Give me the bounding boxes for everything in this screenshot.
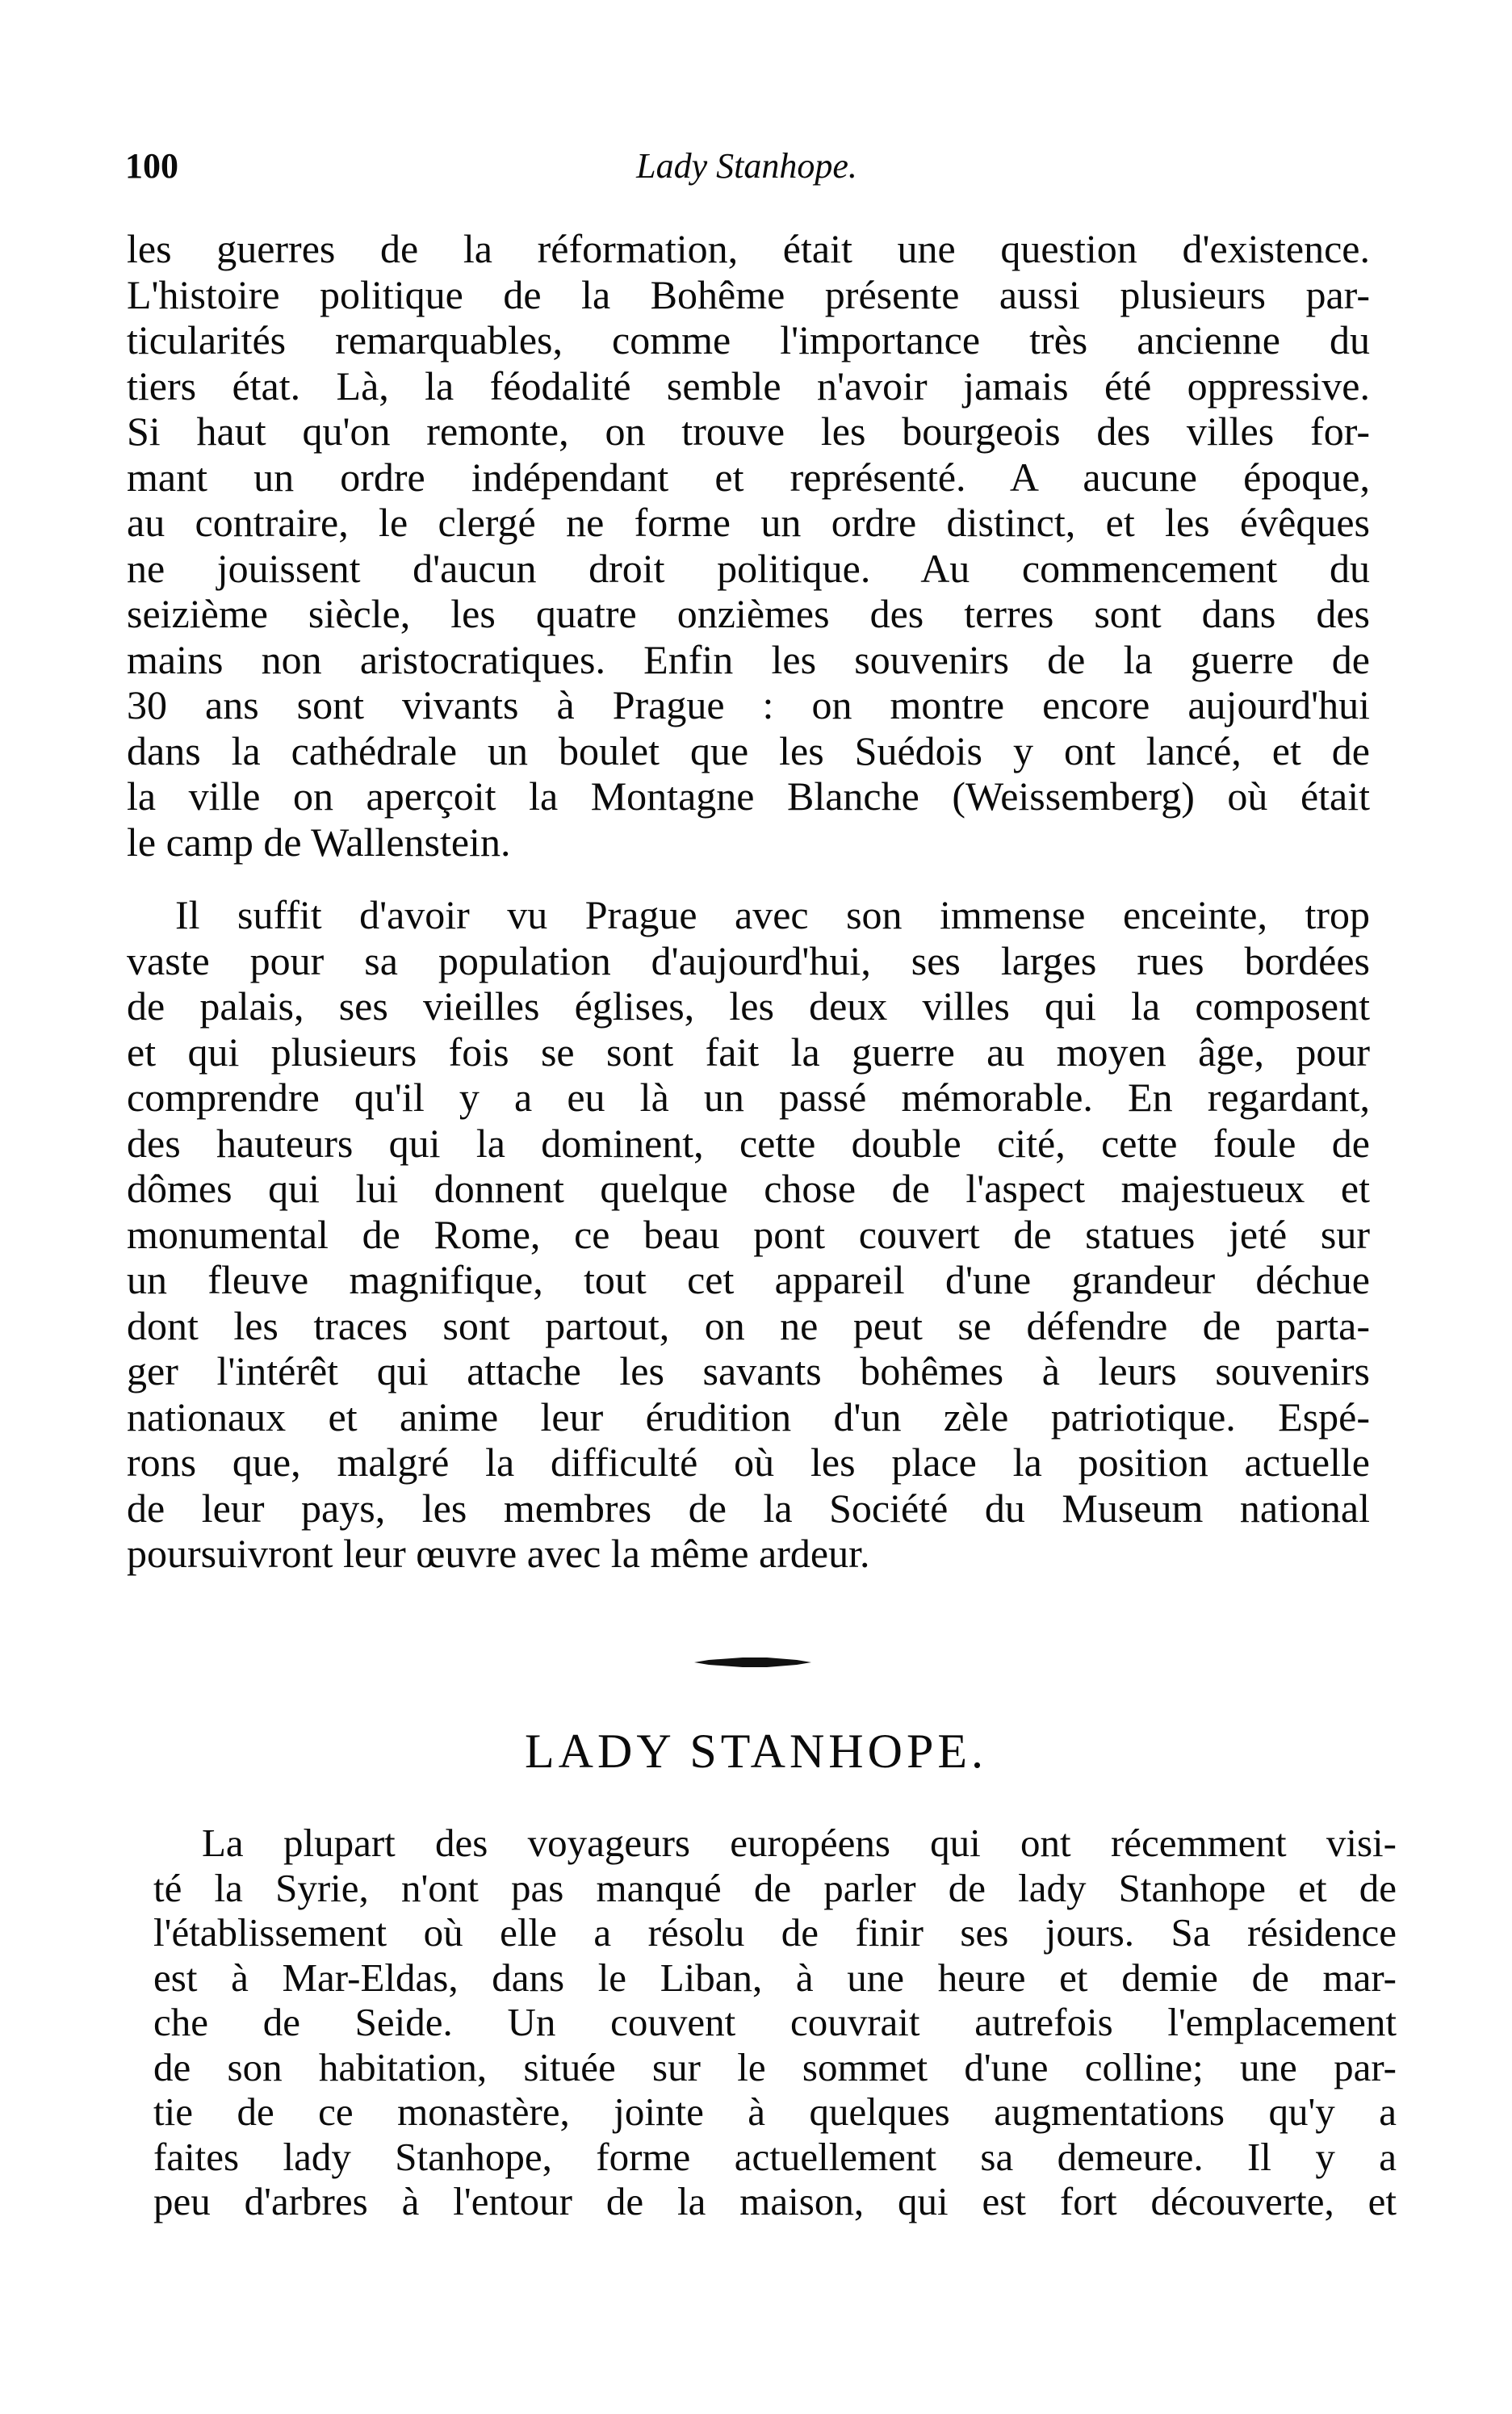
text-line: comprendre qu'il y a eu là un passé mémorable. En regardant, xyxy=(127,1075,1370,1120)
text-line: tiers état. Là, la féodalité semble n'avoir jamais été oppressive. xyxy=(127,363,1370,409)
text-line: et qui plusieurs fois se sont fait la guerre au moyen âge, pour xyxy=(127,1029,1370,1075)
text-line: rons que, malgré la difficulté où les place la position actuelle xyxy=(127,1440,1370,1485)
text-line: faites lady Stanhope, forme actuellement sa demeure. Il y a xyxy=(153,2134,1397,2179)
text-line: l'établissement où elle a résolu de finir ses jours. Sa résidence xyxy=(153,1910,1397,1955)
text-line: de leur pays, les membres de la Société du Museum national xyxy=(127,1485,1370,1531)
text-line: dômes qui lui donnent quelque chose de l'aspect majestueux et xyxy=(127,1166,1370,1211)
running-title: Lady Stanhope. xyxy=(636,146,857,186)
text-line: est à Mar-Eldas, dans le Liban, à une heure et demie de mar- xyxy=(153,1955,1397,2000)
text-line: ger l'intérêt qui attache les savants bohêmes à leurs souvenirs xyxy=(127,1348,1370,1393)
text-line: poursuivront leur œuvre avec la même ardeur. xyxy=(127,1531,870,1576)
text-line: mains non aristocratiques. Enfin les souvenirs de la guerre de xyxy=(127,636,1370,682)
text-line: La plupart des voyageurs européens qui ont récemment visi- xyxy=(202,1821,1397,1865)
text-line: peu d'arbres à l'entour de la maison, qui est fort découverte, et xyxy=(153,2179,1397,2223)
text-line: la ville on aperçoit la Montagne Blanche (Weissemberg) où était xyxy=(127,773,1370,819)
text-line: seizième siècle, les quatre onzièmes des terres sont dans des xyxy=(127,591,1370,636)
section-title: LADY STANHOPE. xyxy=(525,1725,987,1778)
text-line: de son habitation, située sur le sommet d'une colline; une par- xyxy=(153,2044,1397,2089)
text-line: té la Syrie, n'ont pas manqué de parler de lady Stanhope et de xyxy=(153,1865,1397,1910)
text-line: monumental de Rome, ce beau pont couvert de statues jeté sur xyxy=(127,1211,1370,1257)
text-line: L'histoire politique de la Bohême présente aussi plusieurs par- xyxy=(127,271,1370,317)
paragraph-3 xyxy=(153,1821,1397,2224)
text-line: dont les traces sont partout, on ne peut se défendre de parta- xyxy=(127,1302,1370,1348)
text-line: le camp de Wallenstein. xyxy=(127,819,511,865)
section-divider-ornament xyxy=(694,1655,811,1670)
text-line: au contraire, le clergé ne forme un ordre distinct, et les évêques xyxy=(127,500,1370,545)
text-line: de palais, ses vieilles églises, les deux villes qui la composent xyxy=(127,983,1370,1029)
text-line: vaste pour sa population d'aujourd'hui, ses larges rues bordées xyxy=(127,937,1370,983)
page-number: 100 xyxy=(125,146,178,186)
text-line: dans la cathédrale un boulet que les Suédois y ont lancé, et de xyxy=(127,727,1370,773)
text-line: ne jouissent d'aucun droit politique. Au commencement du xyxy=(127,545,1370,591)
paragraph-1 xyxy=(127,226,1370,865)
text-line: mant un ordre indépendant et représenté. A aucune époque, xyxy=(127,454,1370,500)
paragraph-2 xyxy=(127,892,1370,1577)
text-line: ticularités remarquables, comme l'importance très ancienne du xyxy=(127,317,1370,363)
text-line: nationaux et anime leur érudition d'un zèle patriotique. Espé- xyxy=(127,1393,1370,1440)
text-line: 30 ans sont vivants à Prague : on montre encore aujourd'hui xyxy=(127,682,1370,727)
text-line: un fleuve magnifique, tout cet appareil d'une grandeur déchue xyxy=(127,1257,1370,1302)
text-line: Si haut qu'on remonte, on trouve les bourgeois des villes for- xyxy=(127,409,1370,454)
text-line: che de Seide. Un couvent couvrait autrefois l'emplacement xyxy=(153,2000,1397,2044)
text-line: des hauteurs qui la dominent, cette double cité, cette foule de xyxy=(127,1120,1370,1166)
text-line: les guerres de la réformation, était une question d'existence. xyxy=(127,226,1370,271)
text-line: tie de ce monastère, jointe à quelques augmentations qu'y a xyxy=(153,2089,1397,2134)
text-line: Il suffit d'avoir vu Prague avec son immense enceinte, trop xyxy=(175,892,1370,937)
running-head xyxy=(125,145,1368,202)
